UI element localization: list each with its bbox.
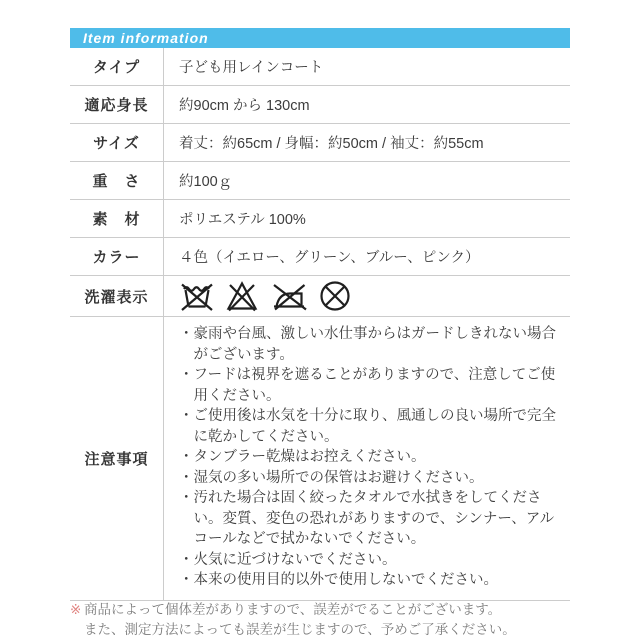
table-row-type (70, 48, 570, 86)
table-row-material (70, 200, 570, 238)
precaution-item: ・湿気の多い場所での保管はお避けください。 (179, 469, 484, 486)
section-title: Item information (83, 30, 209, 46)
row-value: 子ども用レインコート (179, 60, 324, 76)
footnote (70, 600, 590, 640)
spec-table (70, 48, 570, 601)
row-label: 適応身長 (70, 86, 164, 123)
row-label: 注意事項 (70, 317, 164, 600)
precaution-item: ・フードは視界を遮ることがありますので、注意してご使用ください。 (179, 367, 556, 404)
row-value: 約90cm から 130cm (179, 98, 310, 114)
precaution-item: ・豪雨や台風、激しい水仕事からはガードしきれない場合がございます。 (179, 326, 556, 363)
item-information-panel (70, 28, 570, 601)
table-row-color (70, 238, 570, 276)
row-label: 素 材 (70, 200, 164, 237)
row-label: カラー (70, 238, 164, 275)
do-not-bleach-icon (224, 280, 260, 312)
row-label: サイズ (70, 124, 164, 161)
footnote-marker: ※ (70, 602, 82, 617)
row-value: 約100ｇ (179, 174, 233, 190)
row-value: 着丈：約65cm / 身幅：約50cm / 袖丈：約55cm (179, 136, 484, 152)
footnote-line: 商品によって個体差がありますので、誤差がでることがございます。 (84, 602, 502, 617)
do-not-dry-clean-icon (318, 279, 352, 313)
table-row-precautions (70, 317, 570, 601)
table-row-height-range (70, 86, 570, 124)
row-label: タイプ (70, 48, 164, 85)
table-row-care-symbols (70, 276, 570, 317)
row-value: ４色（イエロー、グリーン、ブルー、ピンク） (179, 250, 480, 266)
row-label: 洗濯表示 (70, 276, 164, 316)
precaution-item: ・汚れた場合は固く絞ったタオルで水拭きをしてください。変質、変色の恐れがありますので、シンナー、アルコールなどで拭かないでください。 (179, 490, 555, 547)
precautions-list (164, 317, 570, 600)
footnote-line: また、測定方法によっても誤差が生じますので、予めご了承ください。 (84, 622, 516, 637)
section-header (70, 28, 570, 48)
care-symbols (164, 276, 570, 316)
precaution-item: ・本来の使用目的以外で使用しないでください。 (179, 572, 498, 588)
precaution-item: ・ご使用後は水気を十分に取り、風通しの良い場所で完全に乾かしてください。 (179, 408, 556, 445)
precaution-item: ・火気に近づけないでください。 (179, 551, 397, 568)
do-not-iron-icon (269, 280, 309, 312)
row-label: 重 さ (70, 162, 164, 199)
row-value: ポリエステル 100% (179, 212, 306, 228)
table-row-size (70, 124, 570, 162)
precaution-item: ・タンブラー乾燥はお控えください。 (179, 449, 426, 465)
table-row-weight (70, 162, 570, 200)
do-not-wash-icon (179, 280, 215, 312)
